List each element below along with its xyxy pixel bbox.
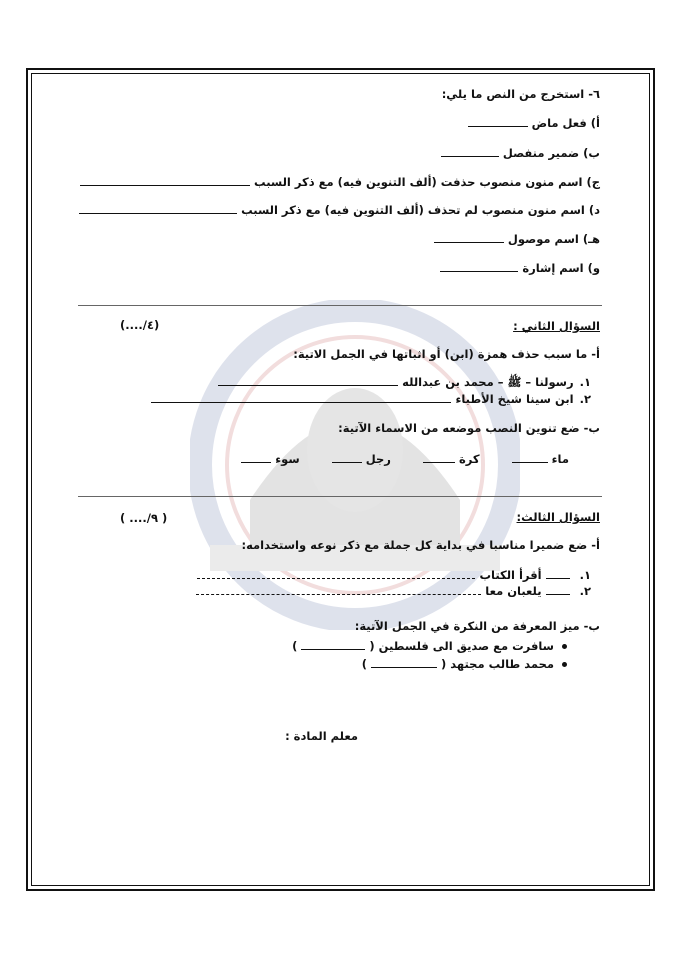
- q2-part-a-prompt: أ- ما سبب حذف همزة (ابن) أو اثباتها في الجمل الاتية:: [293, 347, 600, 361]
- q6-item-w: و) اسم إشارة: [440, 260, 600, 276]
- q2-score: (..../٤): [120, 318, 160, 332]
- answer-line[interactable]: [423, 453, 455, 463]
- q3-part-a-prompt: أ- ضع ضميرا مناسبا في بداية كل جملة مع ذكر نوعه واستخدامه:: [241, 538, 600, 552]
- q3-score: ( ..../٩ ): [120, 511, 168, 525]
- answer-line[interactable]: [196, 585, 481, 595]
- q6-item-a: أ) فعل ماض: [468, 115, 600, 131]
- q6-item-h: هـ) اسم موصول: [434, 231, 600, 247]
- q3-b-item-1: سافرت مع صديق الى فلسطين ( ): [292, 638, 567, 654]
- answer-line[interactable]: [332, 453, 362, 463]
- q2-a-item-2: ٢.ابن سينا شيخ الأطباء: [151, 391, 591, 407]
- answer-line[interactable]: [546, 585, 570, 595]
- answer-line[interactable]: [440, 262, 518, 272]
- q3-a-item-1: ١. أقرأ الكتاب: [197, 567, 591, 583]
- answer-line[interactable]: [218, 376, 398, 386]
- q2-title: السؤال الثاني :: [513, 319, 600, 333]
- q2-a-item-1: ١.رسولنا – ﷺ – محمد بن عبدالله: [218, 374, 591, 390]
- answer-line[interactable]: [434, 233, 504, 243]
- answer-line[interactable]: [301, 640, 365, 650]
- q2-part-b-prompt: ب- ضع تنوين النصب موضعه من الاسماء الآتية:: [338, 421, 600, 435]
- q6-item-d: د) اسم منون منصوب لم تحذف (ألف التنوين فيه) مع ذكر السبب: [79, 202, 600, 218]
- answer-line[interactable]: [371, 658, 437, 668]
- q6-item-b: ب) ضمير منفصل: [441, 145, 600, 161]
- q3-title: السؤال الثالث:: [516, 510, 600, 524]
- q2-b-words: ماء كرة رجل سوء: [241, 451, 569, 467]
- answer-line[interactable]: [80, 176, 250, 186]
- answer-line[interactable]: [241, 453, 271, 463]
- q6-title: ٦- استخرج من النص ما يلي:: [441, 87, 600, 101]
- answer-line[interactable]: [546, 569, 570, 579]
- answer-line[interactable]: [79, 204, 237, 214]
- q6-item-c: ج) اسم منون منصوب حذفت (ألف التنوين فيه) مع ذكر السبب: [80, 174, 600, 190]
- answer-line[interactable]: [468, 117, 528, 127]
- answer-line[interactable]: [151, 393, 451, 403]
- q3-b-item-2: محمد طالب مجتهد ( ): [362, 656, 567, 672]
- teacher-signature-label: معلم المادة :: [285, 729, 358, 743]
- answer-line[interactable]: [197, 569, 475, 579]
- q3-a-item-2: ٢. يلعبان معا: [196, 583, 591, 599]
- section-divider: [78, 305, 602, 306]
- section-divider: [78, 496, 602, 497]
- q3-part-b-prompt: ب- ميز المعرفة من النكرة في الجمل الآتية:: [354, 619, 600, 633]
- answer-line[interactable]: [441, 147, 499, 157]
- answer-line[interactable]: [512, 453, 548, 463]
